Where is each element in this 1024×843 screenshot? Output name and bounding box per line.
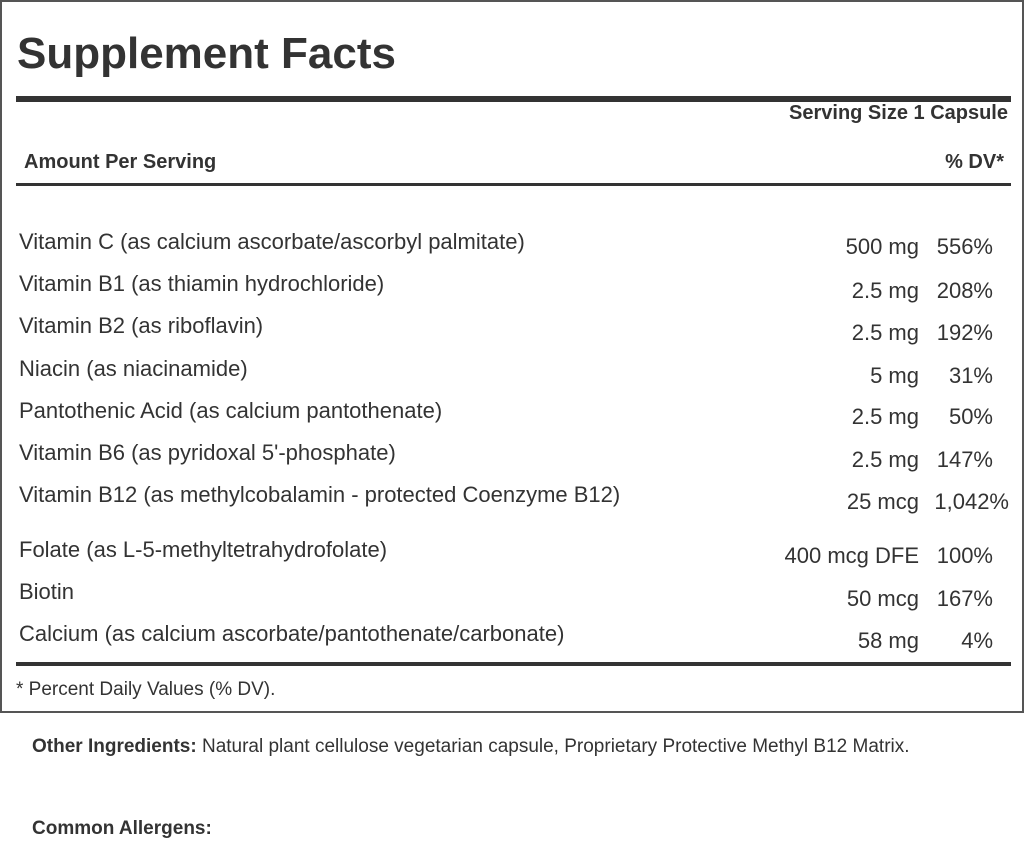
nutrient-name: Vitamin B2 (as riboflavin) [19, 313, 264, 338]
dv-footnote: * Percent Daily Values (% DV). [16, 679, 276, 700]
nutrient-dv: 208% [936, 278, 993, 303]
serving-size: Serving Size 1 Capsule [789, 102, 1008, 124]
nutrient-amount: 50 mcg [846, 586, 919, 611]
nutrient-name: Calcium (as calcium ascorbate/pantothenate/carbonate) [19, 621, 565, 646]
nutrient-amount: 400 mcg DFE [784, 543, 919, 568]
nutrient-name: Niacin (as niacinamide) [19, 356, 248, 381]
nutrient-dv: 167% [936, 586, 993, 611]
table-bottom-divider [16, 662, 1011, 666]
nutrient-dv: 50% [948, 404, 993, 429]
nutrient-dv: 4% [961, 628, 993, 653]
common-allergens-label: Common Allergens: [32, 818, 212, 839]
nutrient-amount: 2.5 mg [851, 447, 919, 472]
nutrient-dv: 192% [936, 320, 993, 345]
nutrient-amount: 2.5 mg [851, 278, 919, 303]
amount-per-serving-header: Amount Per Serving [24, 151, 217, 173]
nutrient-name: Vitamin B1 (as thiamin hydrochloride) [19, 271, 385, 296]
nutrient-name: Biotin [19, 579, 75, 604]
panel-title: Supplement Facts [17, 29, 396, 78]
nutrient-name: Vitamin B6 (as pyridoxal 5'-phosphate) [19, 440, 396, 465]
nutrient-dv: 1,042% [934, 489, 1009, 514]
header-divider [16, 183, 1011, 186]
nutrient-dv: 31% [948, 363, 993, 388]
nutrient-dv: 556% [936, 234, 993, 259]
nutrient-amount: 2.5 mg [851, 404, 919, 429]
nutrient-name: Vitamin C (as calcium ascorbate/ascorbyl palmitate) [19, 229, 525, 254]
nutrient-amount: 2.5 mg [851, 320, 919, 345]
other-ingredients-text: Natural plant cellulose vegetarian capsule, Proprietary Protective Methyl B12 Matrix. [196, 736, 910, 757]
nutrient-amount: 25 mcg [846, 489, 919, 514]
nutrient-name: Folate (as L-5-methyltetrahydrofolate) [19, 537, 388, 562]
nutrient-name: Vitamin B12 (as methylcobalamin - protected Coenzyme B12) [19, 482, 621, 507]
nutrient-amount: 500 mg [845, 234, 919, 259]
other-ingredients [32, 731, 1002, 763]
nutrient-dv: 147% [936, 447, 993, 472]
other-ingredients-label: Other Ingredients: [32, 736, 197, 757]
nutrient-amount: 58 mg [857, 628, 919, 653]
nutrient-amount: 5 mg [870, 363, 919, 388]
nutrient-name: Pantothenic Acid (as calcium pantothenate) [19, 398, 443, 423]
dv-header: % DV* [945, 151, 1004, 173]
nutrient-dv: 100% [936, 543, 993, 568]
